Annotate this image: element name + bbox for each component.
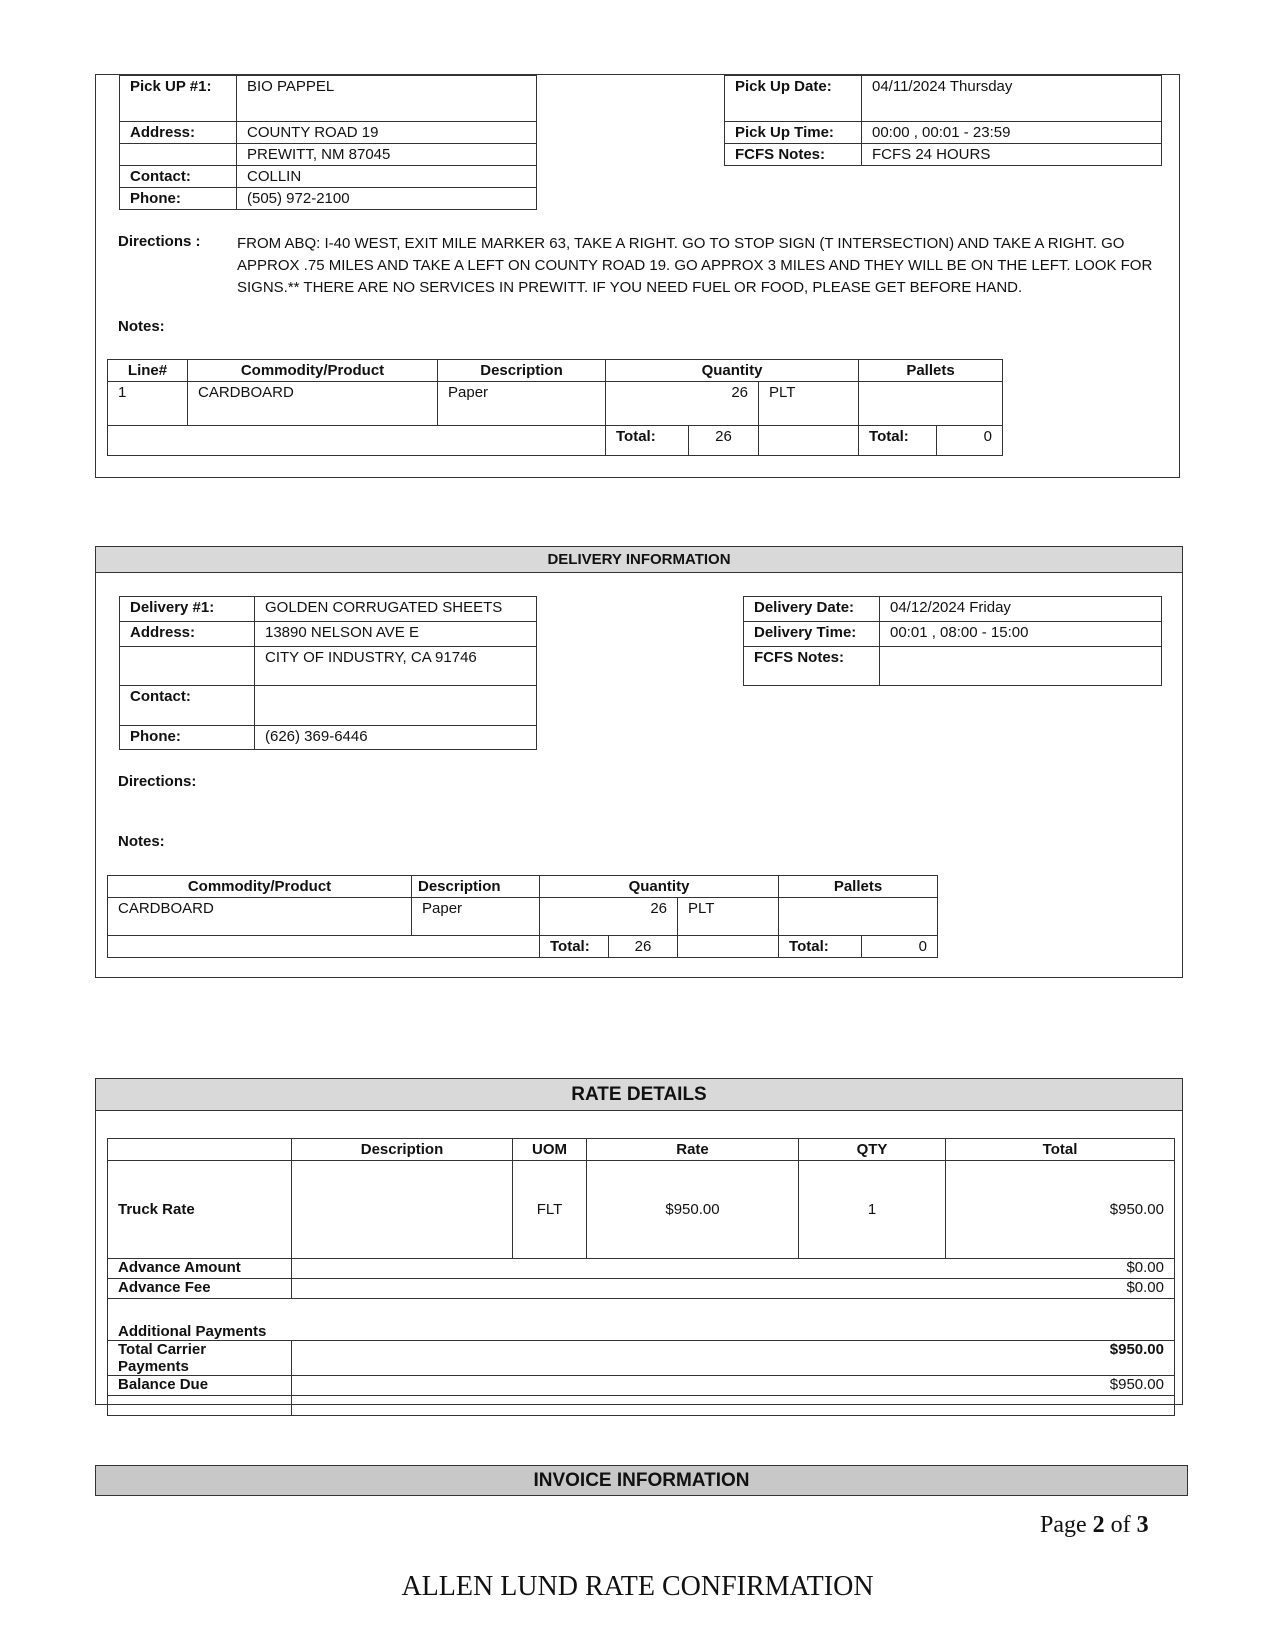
page-of: of (1104, 1512, 1137, 1538)
delivery-qty-total: 26 (609, 936, 678, 958)
pickup-unit: PLT (759, 382, 859, 426)
pickup-line-num: 1 (108, 382, 188, 426)
pickup-notes-label: Notes: (118, 318, 165, 335)
rate-col-rate: Rate (587, 1139, 799, 1161)
page-indicator (1040, 1512, 1149, 1539)
delivery-pallets-total: 0 (862, 936, 938, 958)
rate-col-qty: QTY (799, 1139, 946, 1161)
pickup-pallets-total: 0 (937, 426, 1003, 456)
delivery-address1: 13890 NELSON AVE E (255, 622, 537, 647)
pickup-directions: FROM ABQ: I-40 WEST, EXIT MILE MARKER 63, TAKE A RIGHT. GO TO STOP SIGN (T INTERSECTION) AND TAKE A RIGHT. GO APPROX .75 MILES AND TAKE A LEFT ON COUNTY ROAD 19. GO APPROX 3 MILES AND THEY WILL BE ON THE LEFT. LOOK FOR SIGNS.** THERE ARE NO SERVICES IN PREWITT. IF YOU NEED FUEL OR FOOD, PLEASE GET BEFORE HAND. (237, 235, 1153, 296)
truck-rate-total: $950.00 (946, 1161, 1175, 1259)
truck-rate-uom: FLT (513, 1161, 587, 1259)
delivery-total-label: Total: (540, 936, 609, 958)
pickup-address-label: Address: (120, 122, 237, 144)
delivery-contact-label: Contact: (120, 686, 255, 726)
pickup-phone-label: Phone: (120, 188, 237, 210)
advance-fee-label: Advance Fee (108, 1279, 292, 1299)
pickup-date-label: Pick Up Date: (725, 76, 862, 122)
rate-col-uom: UOM (513, 1139, 587, 1161)
rate-col-total: Total (946, 1139, 1175, 1161)
delivery-description: Paper (412, 898, 540, 936)
invoice-section-title: INVOICE INFORMATION (95, 1465, 1188, 1496)
additional-payments-label: Additional Payments (108, 1299, 1175, 1341)
delivery-date-label: Delivery Date: (744, 597, 880, 622)
pickup-commodity-table (107, 359, 1003, 456)
delivery-time: 00:01 , 08:00 - 15:00 (880, 622, 1162, 647)
rate-section-title: RATE DETAILS (95, 1078, 1183, 1111)
pickup-qty-total: 26 (689, 426, 759, 456)
delivery-col-description: Description (412, 876, 540, 898)
pickup-time-label: Pick Up Time: (725, 122, 862, 144)
total-carrier-label: Total Carrier Payments (108, 1341, 292, 1376)
delivery-address2: CITY OF INDUSTRY, CA 91746 (255, 647, 537, 686)
delivery-label: Delivery #1: (120, 597, 255, 622)
pickup-directions-label: Directions : (118, 233, 201, 250)
delivery-fcfs (880, 647, 1162, 686)
pickup-fcfs: FCFS 24 HOURS (862, 144, 1162, 166)
delivery-time-label: Delivery Time: (744, 622, 880, 647)
delivery-address-label: Address: (120, 622, 255, 647)
table-row (108, 1161, 1175, 1259)
pickup-phone: (505) 972-2100 (237, 188, 537, 210)
truck-rate-rate: $950.00 (587, 1161, 799, 1259)
delivery-col-quantity: Quantity (540, 876, 779, 898)
balance-due: $950.00 (292, 1376, 1175, 1396)
delivery-qty: 26 (540, 898, 678, 936)
pickup-label: Pick UP #1: (120, 76, 237, 122)
pickup-address1: COUNTY ROAD 19 (237, 122, 537, 144)
pickup-col-line: Line# (108, 360, 188, 382)
pickup-pallets-total-label: Total: (859, 426, 937, 456)
pickup-description: Paper (438, 382, 606, 426)
page-number: 2 (1092, 1512, 1105, 1538)
pickup-col-description: Description (438, 360, 606, 382)
page-total: 3 (1136, 1512, 1149, 1538)
pickup-info-table (119, 75, 537, 210)
delivery-section-title: DELIVERY INFORMATION (95, 546, 1183, 573)
delivery-commodity: CARDBOARD (108, 898, 412, 936)
delivery-info-table (119, 596, 537, 750)
pickup-schedule-table (724, 75, 1162, 166)
rate-table (107, 1138, 1175, 1416)
truck-rate-qty: 1 (799, 1161, 946, 1259)
pickup-contact-label: Contact: (120, 166, 237, 188)
document-title: ALLEN LUND RATE CONFIRMATION (401, 1571, 874, 1602)
delivery-col-pallets: Pallets (779, 876, 938, 898)
advance-amount: $0.00 (292, 1259, 1175, 1279)
pickup-date: 04/11/2024 Thursday (862, 76, 1162, 122)
truck-rate-label: Truck Rate (108, 1161, 292, 1259)
delivery-phone-label: Phone: (120, 726, 255, 750)
pickup-contact: COLLIN (237, 166, 537, 188)
delivery-directions-label: Directions: (118, 773, 197, 790)
delivery-date: 04/12/2024 Friday (880, 597, 1162, 622)
delivery-pallets-total-label: Total: (779, 936, 862, 958)
pickup-qty: 26 (606, 382, 759, 426)
advance-amount-label: Advance Amount (108, 1259, 292, 1279)
pickup-col-commodity: Commodity/Product (188, 360, 438, 382)
delivery-notes-label: Notes: (118, 833, 165, 850)
table-row (108, 382, 1003, 426)
delivery-commodity-table (107, 875, 938, 958)
delivery-schedule-table (743, 596, 1162, 686)
delivery-fcfs-label: FCFS Notes: (744, 647, 880, 686)
rate-col-description: Description (292, 1139, 513, 1161)
table-row (108, 898, 938, 936)
truck-rate-description (292, 1161, 513, 1259)
page-prefix: Page (1040, 1512, 1093, 1538)
pickup-address2: PREWITT, NM 87045 (237, 144, 537, 166)
delivery-name: GOLDEN CORRUGATED SHEETS (255, 597, 537, 622)
balance-due-label: Balance Due (108, 1376, 292, 1396)
pickup-col-quantity: Quantity (606, 360, 859, 382)
delivery-phone: (626) 369-6446 (255, 726, 537, 750)
pickup-commodity: CARDBOARD (188, 382, 438, 426)
pickup-col-pallets: Pallets (859, 360, 1003, 382)
pickup-total-label: Total: (606, 426, 689, 456)
pickup-fcfs-label: FCFS Notes: (725, 144, 862, 166)
advance-fee: $0.00 (292, 1279, 1175, 1299)
total-carrier-payments: $950.00 (292, 1341, 1175, 1376)
pickup-time: 00:00 , 00:01 - 23:59 (862, 122, 1162, 144)
delivery-col-commodity: Commodity/Product (108, 876, 412, 898)
delivery-contact (255, 686, 537, 726)
delivery-unit: PLT (678, 898, 779, 936)
pickup-name: BIO PAPPEL (237, 76, 537, 122)
